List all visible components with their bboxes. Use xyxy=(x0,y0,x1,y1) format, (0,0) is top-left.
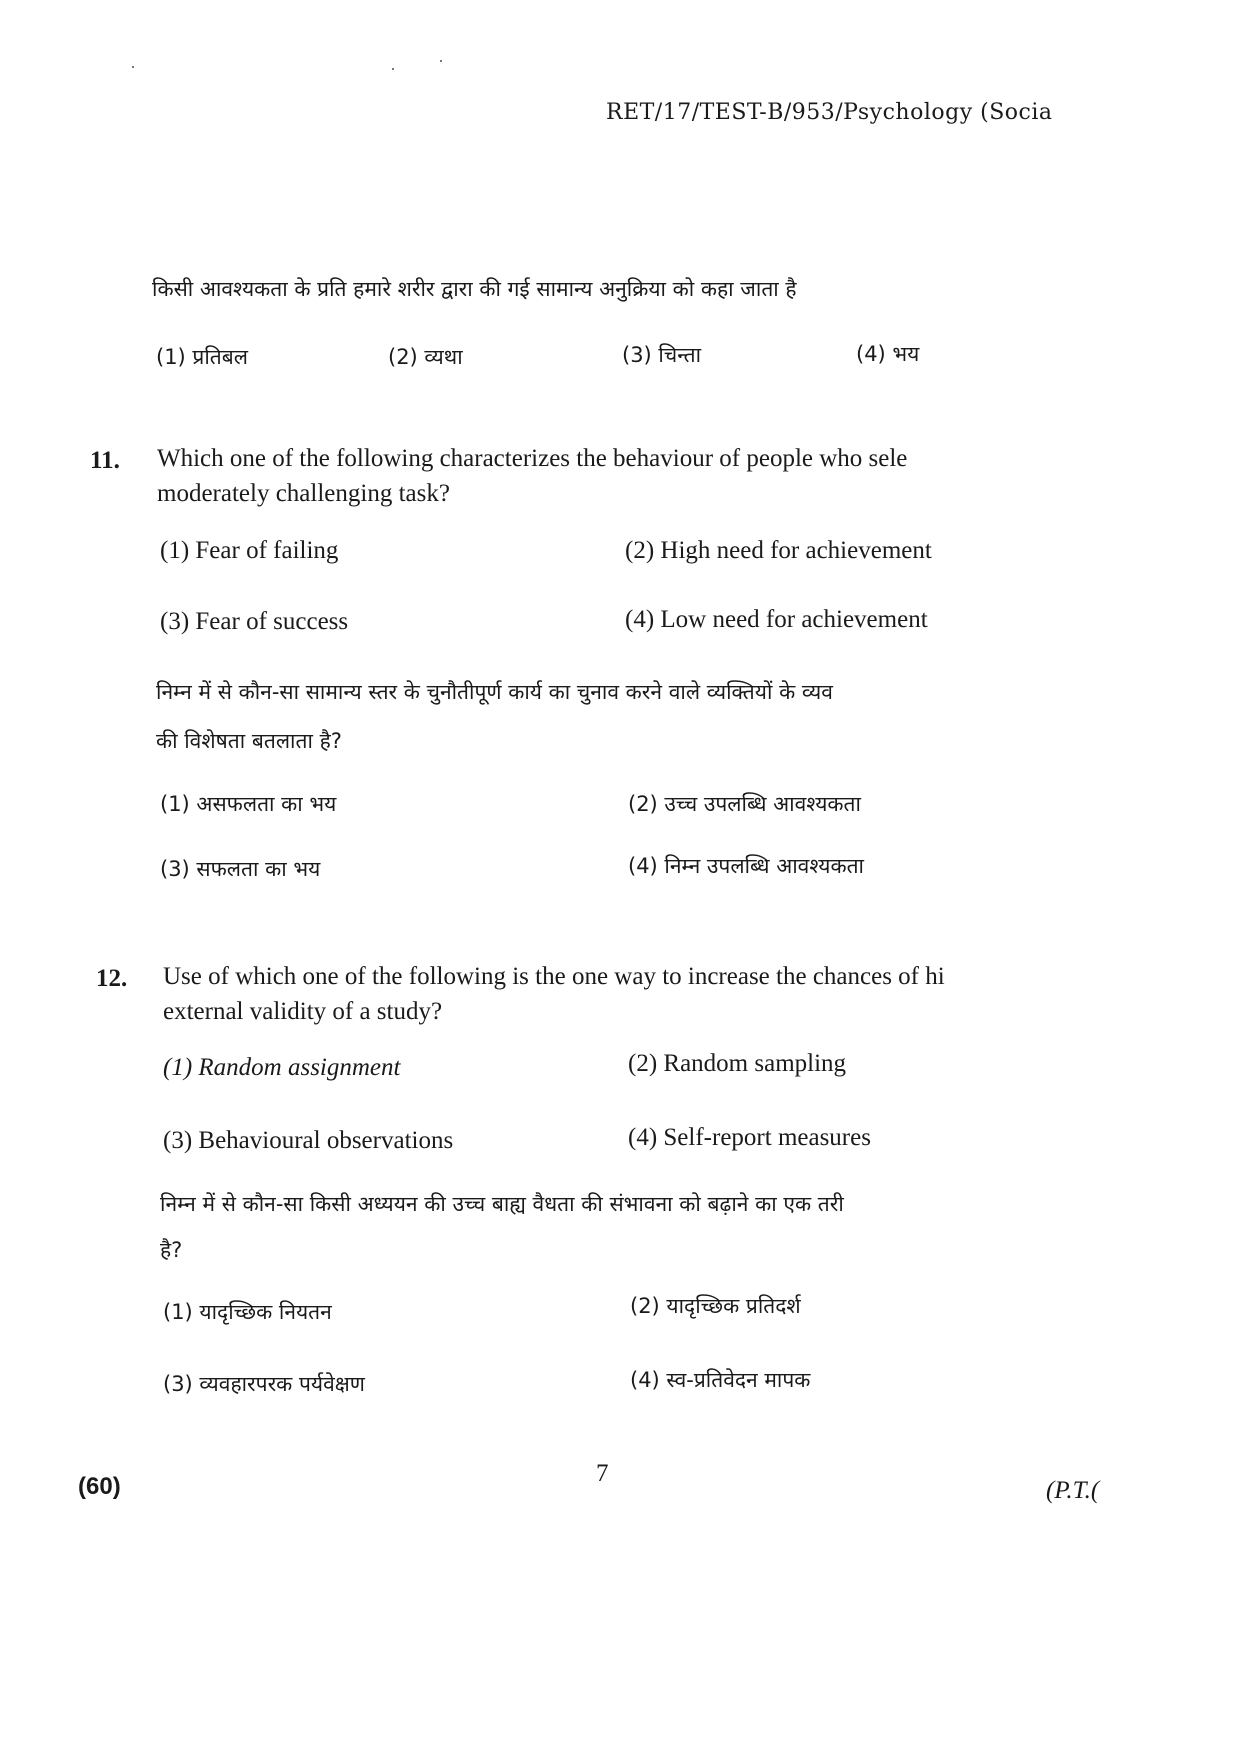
scan-speck xyxy=(440,60,442,62)
q11-hindi-option-4: (4) निम्न उपलब्धि आवश्यकता xyxy=(628,854,864,878)
q11-option-3: (3) Fear of success xyxy=(160,608,349,635)
question-number: 11. xyxy=(90,447,120,474)
q10-hindi-option-1: (1) प्रतिबल xyxy=(156,345,249,369)
q12-hindi-option-4: (4) स्व-प्रतिवेदन मापक xyxy=(630,1368,811,1392)
q10-hindi-option-2: (2) व्यथा xyxy=(388,345,463,369)
scan-speck xyxy=(132,66,134,68)
q12-hindi-text: निम्न में से कौन-सा किसी अध्ययन की उच्च बाह्य वैधता की संभावना को बढ़ाने का एक तरी xyxy=(160,1192,844,1216)
question-text: moderately challenging task? xyxy=(157,480,450,507)
q12-option-1: (1) Random assignment xyxy=(163,1054,401,1081)
page-number: 7 xyxy=(596,1460,609,1487)
q11-hindi-text: निम्न में से कौन-सा सामान्य स्तर के चुनौतीपूर्ण कार्य का चुनाव करने वाले व्यक्तियों के व्यव xyxy=(156,680,833,704)
paper-code-header: RET/17/TEST-B/953/Psychology (Socia xyxy=(606,100,1053,125)
q12-hindi-option-3: (3) व्यवहारपरक पर्यवेक्षण xyxy=(163,1372,365,1396)
q10-hindi-option-3: (3) चिन्ता xyxy=(622,343,702,367)
q12-hindi-text: है? xyxy=(160,1238,183,1262)
scan-speck xyxy=(392,68,394,70)
q12-hindi-option-2: (2) यादृच्छिक प्रतिदर्श xyxy=(630,1294,801,1318)
question-text: Use of which one of the following is the one way to increase the chances of hi xyxy=(163,963,945,990)
q10-hindi-text: किसी आवश्यकता के प्रति हमारे शरीर द्वारा की गई सामान्य अनुक्रिया को कहा जाता है xyxy=(152,277,797,301)
q12-option-4: (4) Self-report measures xyxy=(628,1124,871,1151)
q11-hindi-option-1: (1) असफलता का भय xyxy=(160,792,337,816)
q11-hindi-option-2: (2) उच्च उपलब्धि आवश्यकता xyxy=(628,792,861,816)
q11-option-4: (4) Low need for achievement xyxy=(625,606,928,633)
q11-hindi-option-3: (3) सफलता का भय xyxy=(160,857,321,881)
footer-pto: (P.T.( xyxy=(1046,1477,1100,1504)
question-text: Which one of the following characterizes the behaviour of people who sele xyxy=(157,445,908,472)
q11-option-2: (2) High need for achievement xyxy=(625,537,932,564)
q11-hindi-text: की विशेषता बतलाता है? xyxy=(156,729,342,753)
q12-hindi-option-1: (1) यादृच्छिक नियतन xyxy=(163,1300,332,1324)
q12-option-3: (3) Behavioural observations xyxy=(163,1127,454,1154)
question-text: external validity of a study? xyxy=(163,998,443,1025)
q12-option-2: (2) Random sampling xyxy=(628,1050,847,1077)
q11-option-1: (1) Fear of failing xyxy=(160,537,339,564)
question-number: 12. xyxy=(96,965,128,992)
q10-hindi-option-4: (4) भय xyxy=(856,342,920,366)
footer-left-count: (60) xyxy=(78,1473,121,1500)
